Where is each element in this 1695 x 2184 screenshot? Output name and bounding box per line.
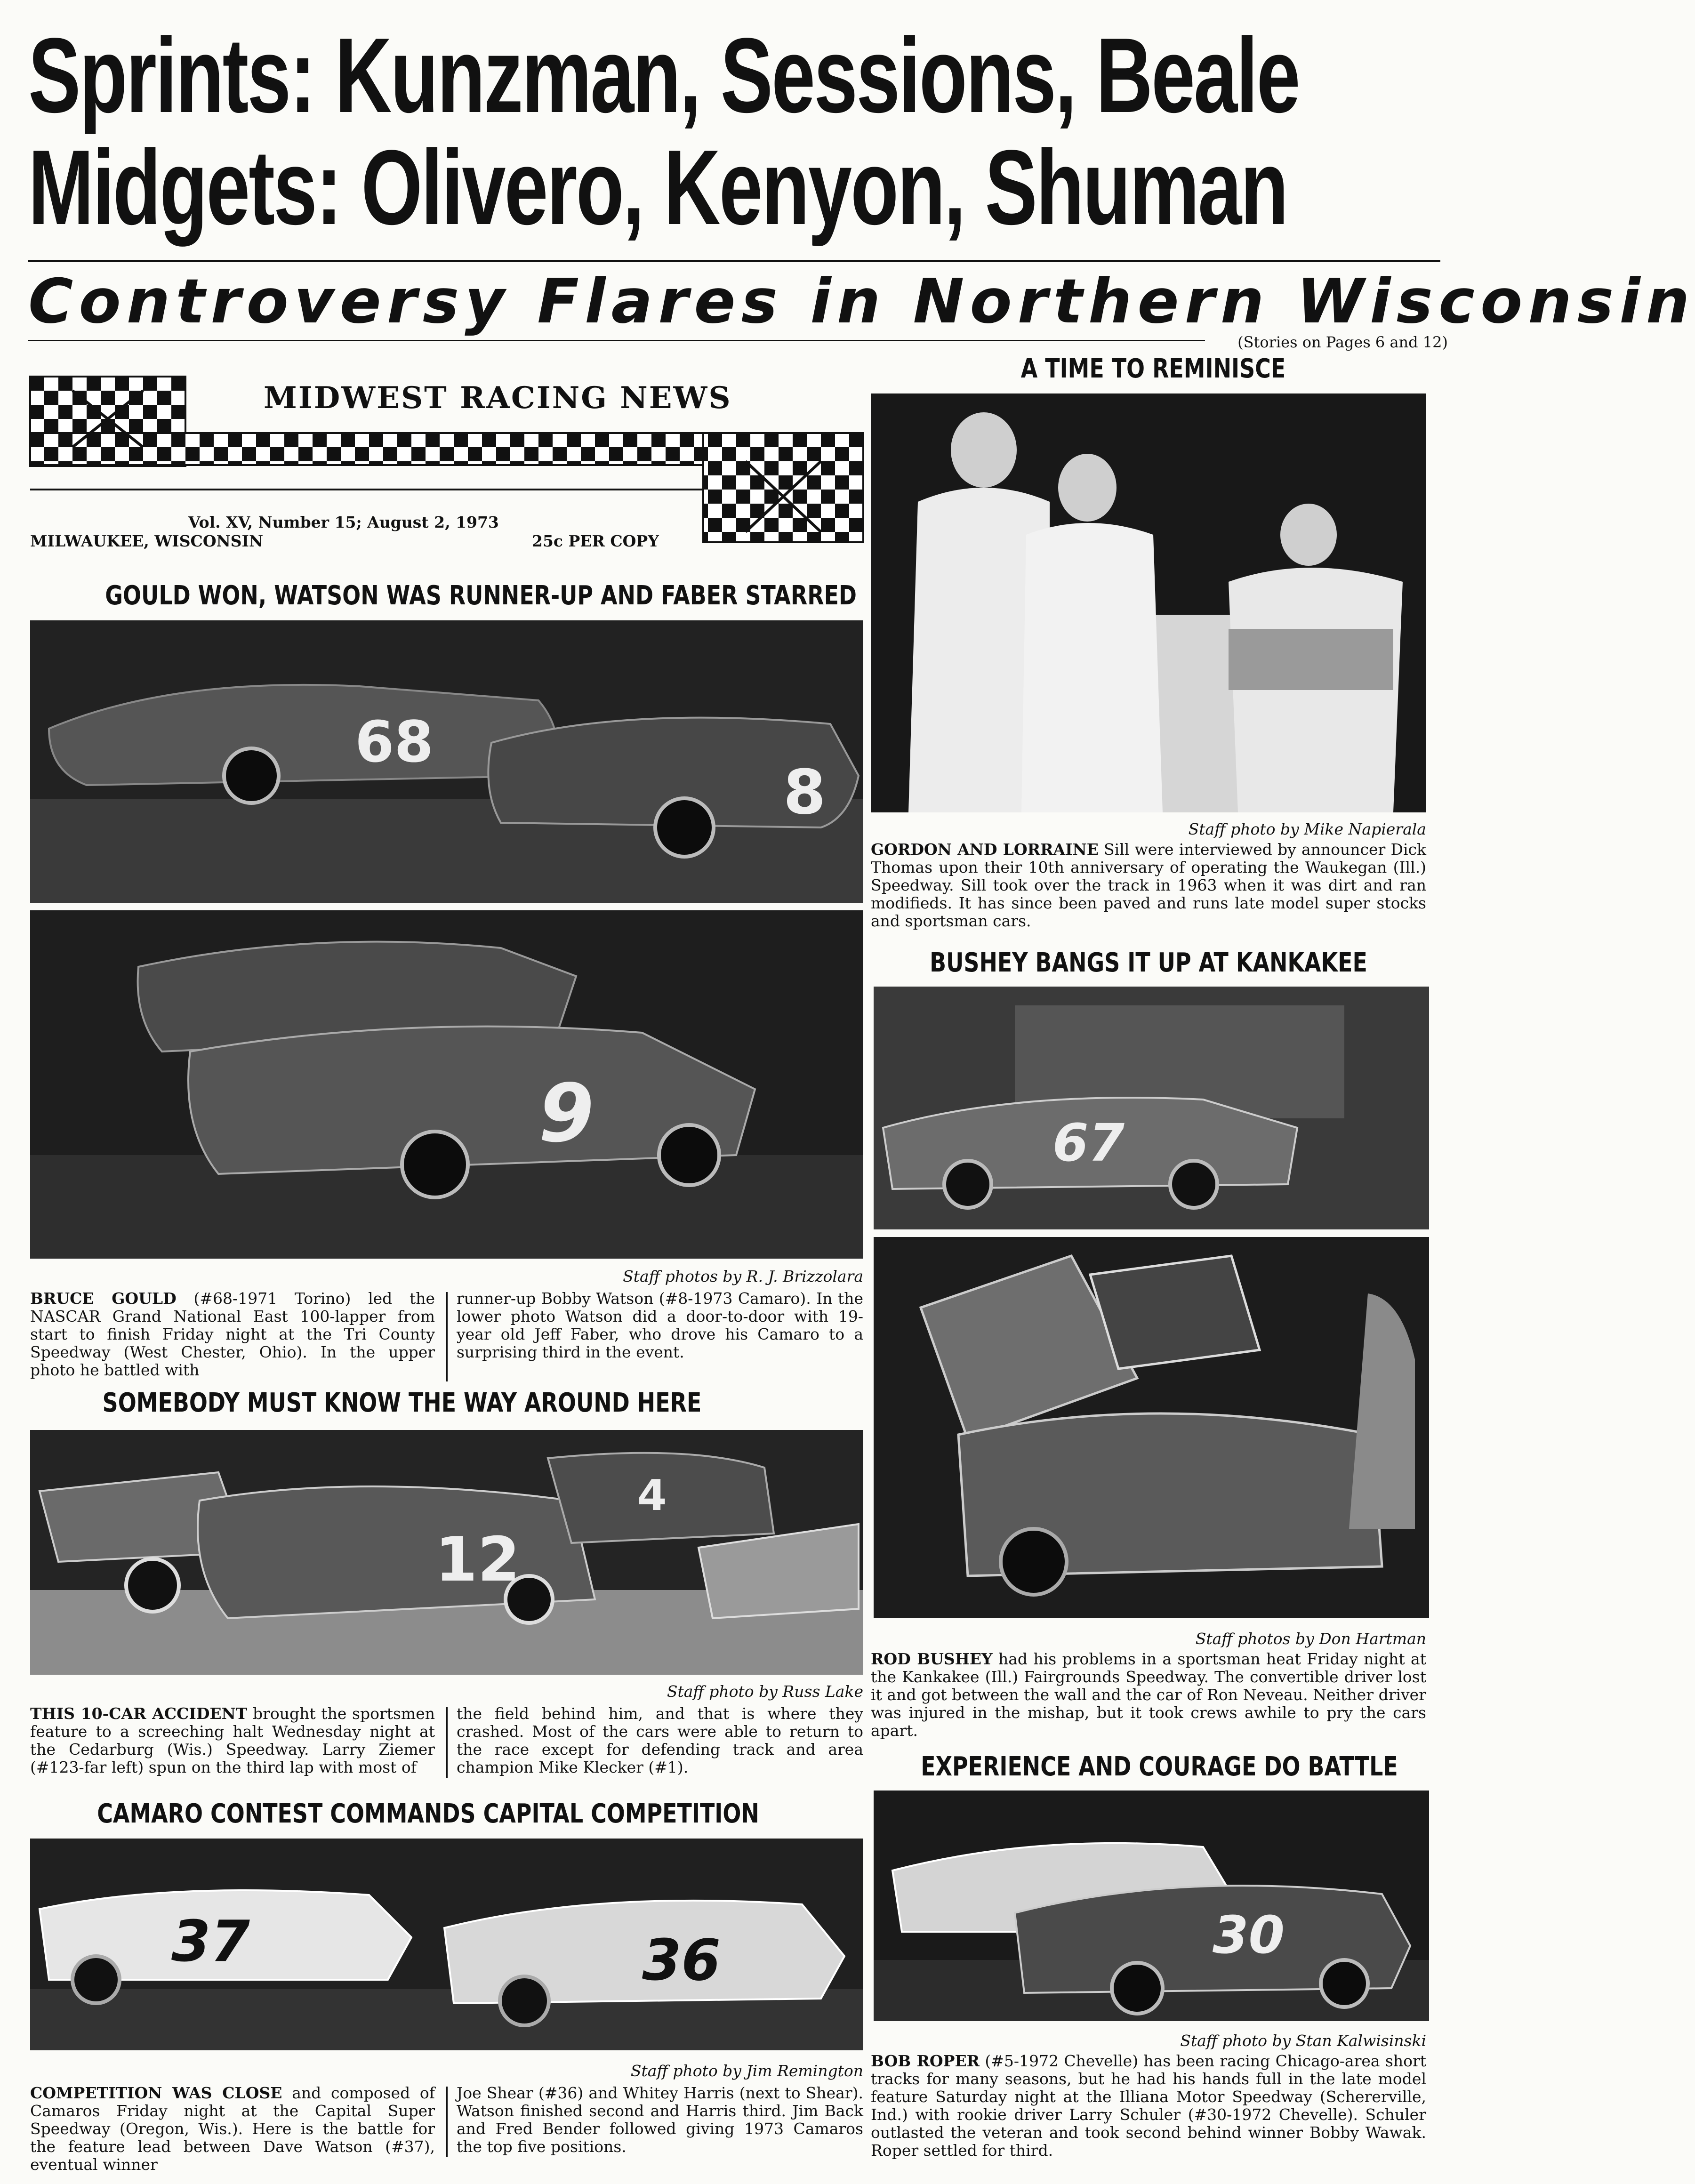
stories-note: (Stories on Pages 6 and 12) [1237, 333, 1448, 351]
car-number-9: 9 [538, 1067, 594, 1160]
masthead-rule-top [28, 260, 1440, 262]
column-rule [446, 1292, 448, 1381]
car-number-68: 68 [355, 710, 434, 775]
headline-cedarburg: SOMEBODY MUST KNOW THE WAY AROUND HERE [102, 1388, 702, 1418]
caption-reminisce [871, 841, 1426, 930]
photo-roper [874, 1791, 1429, 2021]
caption-reminisce-lead: GORDON AND LORRAINE [871, 840, 1099, 859]
car-number-67: 67 [1052, 1113, 1125, 1173]
caption-gould-lead: BRUCE GOULD [30, 1289, 177, 1308]
credit-gould: Staff photos by R. J. Brizzolara [623, 1267, 863, 1285]
masthead-midgets: Midgets: Olivero, Kenyon, Shuman [28, 128, 1287, 247]
paper-name: MIDWEST RACING NEWS [264, 380, 732, 416]
deck-rule [28, 340, 1205, 341]
city-line: MILWAUKEE, WISCONSIN [30, 532, 264, 550]
car-number-30: 30 [1213, 1905, 1285, 1965]
photo-capital [30, 1839, 863, 2050]
credit-reminisce: Staff photo by Mike Napierala [1188, 820, 1426, 838]
photo-gould-lower [30, 910, 863, 1259]
caption-roper-lead: BOB ROPER [871, 2052, 980, 2070]
car-number-12: 12 [435, 1524, 520, 1595]
deck-headline: Controversy Flares in Northern Wisconsin [28, 265, 1695, 337]
caption-bushey-text: had his problems in a sportsman heat Friday night at the Kankakee (Ill.) Fairgrounds Speedway. The convertible driver lost it and got between the wall and the car of Ron Neveau. Neither driver was injured in the mishap, but it took crews awhile to pry the cars apart. [871, 1650, 1426, 1740]
caption-capital-lead: COMPETITION WAS CLOSE [30, 2084, 282, 2102]
column-rule [446, 1707, 448, 1778]
headline-capital: CAMARO CONTEST COMMANDS CAPITAL COMPETITION [97, 1799, 759, 1829]
caption-gould-text1: (#68-1971 Torino) led the NASCAR Grand National East 100-lapper from start to finish Friday night at the Tri County Speedway (West Chester, Ohio). In the upper photo he battled with [30, 1289, 435, 1379]
photo-reminisce [871, 393, 1426, 812]
credit-bushey: Staff photos by Don Hartman [1195, 1630, 1426, 1648]
column-rule [446, 2087, 448, 2157]
caption-roper-text: (#5-1972 Chevelle) has been racing Chicago-area short tracks for many seasons, but he had his hands full in the late model feature Saturday night at the Illiana Motor Speedway (Schererville, Ind.) with rookie driver Larry Schuler (#30-1972 Chevelle). Schuler outlasted the veteran and took second behind winner Bobby Wawak. Roper settled for third. [871, 2052, 1427, 2160]
headline-reminisce: A TIME TO REMINISCE [1020, 353, 1286, 384]
car-number-8: 8 [783, 756, 826, 828]
credit-capital: Staff photo by Jim Remington [630, 2062, 863, 2080]
caption-cedarburg-col1 [30, 1705, 435, 1776]
caption-cedarburg-lead: THIS 10-CAR ACCIDENT [30, 1704, 248, 1723]
car-number-36: 36 [642, 1928, 721, 1993]
caption-capital-col1 [30, 2084, 435, 2174]
caption-cedarburg-col2: the field behind him, and that is where they crashed. Most of the cars were able to return to the race except for defending track and area champion Mike Klecker (#1). [457, 1704, 863, 1776]
photo-gould-upper [30, 620, 863, 903]
credit-cedarburg: Staff photo by Russ Lake [667, 1682, 863, 1701]
caption-gould-col2: runner-up Bobby Watson (#8-1973 Camaro). In the lower photo Watson did a door-to-door with 19-year old Jeff Faber, who drove his Camaro to a surprising third in the event. [457, 1289, 863, 1361]
caption-gould-col1 [30, 1290, 435, 1379]
masthead-sprints: Sprints: Kunzman, Sessions, Beale [28, 16, 1299, 135]
volume-line: Vol. XV, Number 15; August 2, 1973 [188, 513, 499, 531]
caption-bushey-lead: ROD BUSHEY [871, 1650, 993, 1668]
caption-capital-text1: and composed of Camaros Friday night at the Capital Super Speedway (Oregon, Wis.). Here is the battle for the feature lead between Dave Watson (#37), eventual winner [30, 2084, 435, 2174]
headline-gould: GOULD WON, WATSON WAS RUNNER-UP AND FABER STARRED [105, 580, 857, 611]
car-number-4: 4 [637, 1471, 667, 1520]
caption-bushey [871, 1650, 1426, 1740]
price-line: 25c PER COPY [532, 532, 659, 550]
caption-capital-col2: Joe Shear (#36) and Whitey Harris (next to Shear). Watson finished second and Harris third. Jim Back and Fred Bender followed giving 1973 Camaros the top five positions. [457, 2084, 863, 2156]
photo-bushey-upper [874, 987, 1429, 1229]
car-number-37: 37 [171, 1909, 250, 1975]
caption-cedarburg-text1: brought the sportsmen feature to a screeching halt Wednesday night at the Cedarburg (Wis.) Speedway. Larry Ziemer (#123-far left) spun on the third lap with most of [30, 1704, 435, 1776]
headline-roper: EXPERIENCE AND COURAGE DO BATTLE [921, 1751, 1398, 1782]
caption-reminisce-text: Sill were interviewed by announcer Dick Thomas upon their 10th anniversary of operating the Waukegan (Ill.) Speedway. Sill took over the track in 1963 when it was dirt and ran modifieds. It has since been paved and runs late model super stocks and sportsman cars. [871, 840, 1426, 930]
caption-roper [871, 2052, 1426, 2160]
photo-bushey-lower [874, 1237, 1429, 1618]
credit-roper: Staff photo by Stan Kalwisinski [1180, 2031, 1426, 2050]
photo-cedarburg [30, 1430, 863, 1675]
headline-bushey: BUSHEY BANGS IT UP AT KANKAKEE [930, 947, 1367, 978]
